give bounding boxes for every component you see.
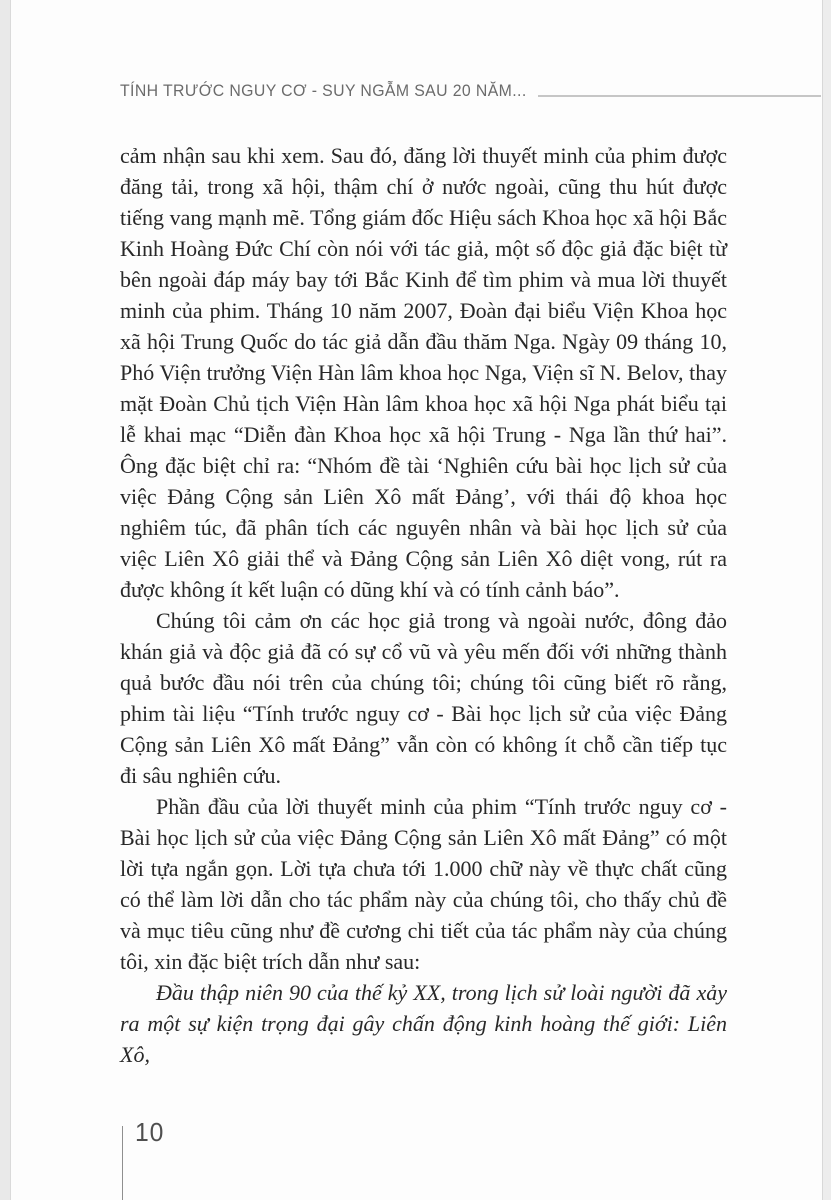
body-paragraph-2: Chúng tôi cảm ơn các học giả trong và ngoài nước, đông đảo khán giả và độc giả đã có sự cổ vũ và yêu mến đối với những thành quả bước đầu nói trên của chúng tôi; chúng tôi cũng biết rõ rằng, phim tài liệu “Tính trước nguy cơ - Bài học lịch sử của việc Đảng Cộng sản Liên Xô mất Đảng” vẫn còn có không ít chỗ cần tiếp tục đi sâu nghiên cứu. — [120, 608, 727, 788]
header-rule — [538, 95, 821, 97]
body-paragraph-3: Phần đầu của lời thuyết minh của phim “Tính trước nguy cơ - Bài học lịch sử của việc Đảng Cộng sản Liên Xô mất Đảng” có một lời tựa ngắn gọn. Lời tựa chưa tới 1.000 chữ này về thực chất cũng có thể làm lời dẫn cho tác phẩm này của chúng tôi, cho thấy chủ đề và mục tiêu cũng như đề cương chi tiết của tác phẩm này của chúng tôi, xin đặc biệt trích dẫn như sau: — [120, 794, 727, 974]
running-header-title: TÍNH TRƯỚC NGUY CƠ - SUY NGẪM SAU 20 NĂM... — [120, 82, 527, 100]
footer-rule — [122, 1126, 123, 1200]
scan-edge-left — [0, 0, 11, 1200]
running-header — [120, 82, 821, 101]
scan-edge-right — [822, 0, 831, 1200]
page-body-text — [120, 140, 727, 1070]
body-paragraph-1: cảm nhận sau khi xem. Sau đó, đăng lời thuyết minh của phim được đăng tải, trong xã hội, thậm chí ở nước ngoài, cũng thu hút được tiếng vang mạnh mẽ. Tổng giám đốc Hiệu sách Khoa học xã hội Bắc Kinh Hoàng Đức Chí còn nói với tác giả, một số độc giả đặc biệt từ bên ngoài đáp máy bay tới Bắc Kinh để tìm phim và mua lời thuyết minh của phim. Tháng 10 năm 2007, Đoàn đại biểu Viện Khoa học xã hội Trung Quốc do tác giả dẫn đầu thăm Nga. Ngày 09 tháng 10, Phó Viện trưởng Viện Hàn lâm khoa học Nga, Viện sĩ N. Belov, thay mặt Đoàn Chủ tịch Viện Hàn lâm khoa học xã hội Nga phát biểu tại lễ khai mạc “Diễn đàn Khoa học xã hội Trung - Nga lần thứ hai”. Ông đặc biệt chỉ ra: “Nhóm đề tài ‘Nghiên cứu bài học lịch sử của việc Đảng Cộng sản Liên Xô mất Đảng’, với thái độ khoa học nghiêm túc, đã phân tích các nguyên nhân và bài học lịch sử của việc Liên Xô giải thể và Đảng Cộng sản Liên Xô diệt vong, rút ra được không ít kết luận có dũng khí và có tính cảnh báo”. — [120, 143, 727, 602]
page-number: 10 — [135, 1117, 165, 1147]
body-paragraph-4-quote: Đầu thập niên 90 của thế kỷ XX, trong lịch sử loài người đã xảy ra một sự kiện trọng đại gây chấn động kinh hoàng thế giới: Liên Xô, — [120, 980, 727, 1067]
